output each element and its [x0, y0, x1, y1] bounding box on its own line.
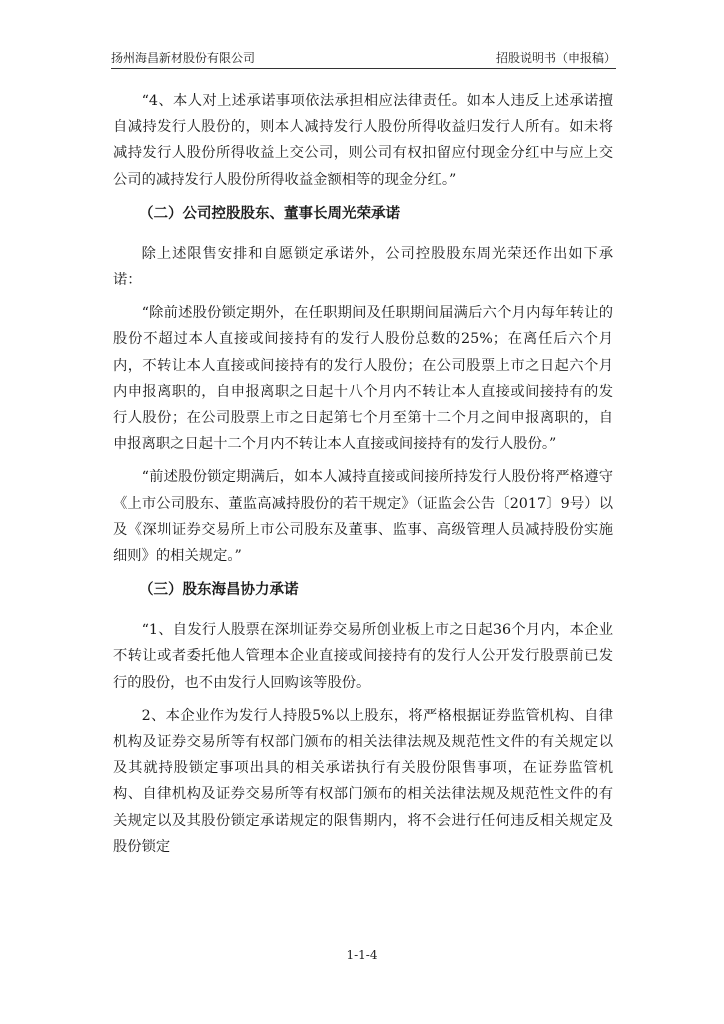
paragraph-commitment-4: “4、本人对上述承诺事项依法承担相应法律责任。如本人违反上述承诺擅自减持发行人股份的，则本人减持发行人股份所得收益归发行人所有。如未将减持发行人股份所得收益上交公司，则公司有权扣留应付现金分红中与应上交公司的减持发行人股份所得收益金额相等的现金分红。” [113, 93, 613, 188]
header-company-name: 扬州海昌新材股份有限公司 [111, 51, 256, 65]
page-header [111, 50, 616, 67]
page-number: 1-1-4 [346, 948, 378, 962]
section-heading-controlling-shareholder: （二）公司控股股东、董事长周光荣承诺 [139, 205, 400, 222]
header-divider [111, 68, 616, 69]
section-heading-haichang-xieli: （三）股东海昌协力承诺 [139, 582, 299, 599]
document-body [113, 88, 613, 867]
paragraph-lockup-during-tenure: “除前述股份锁定期外，在任职期间及任职期间届满后六个月内每年转让的股份不超过本人直接或间接持有的发行人股份总数的25%；在离任后六个月内，不转让本人直接或间接持有的发行人股份；在公司股票上市之日起六个月内申报离职的，自申报离职之日起十八个月内不转让本人直接或间接持有的发行人股份；在公司股票上市之日起第七个月至第十二个月之间申报离职的，自申报离职之日起十二个月内不转让本人直接或间接持有的发行人股份。” [113, 305, 613, 453]
header-document-title: 招股说明书（申报稿） [495, 51, 616, 65]
paragraph-haichang-commitment-1: “1、自发行人股票在深圳证券交易所创业板上市之日起36个月内，本企业不转让或者委托他人管理本企业直接或间接持有的发行人公开发行股票前已发行的股份，也不由发行人回购该等股份。 [113, 622, 613, 691]
paragraph-post-lockup-reduction: “前述股份锁定期满后，如本人减持直接或间接所持发行人股份将严格遵守《上市公司股东、董监高减持股份的若干规定》（证监会公告〔2017〕9号）以及《深圳证券交易所上市公司股东及董事、监事、高级管理人员减持股份实施细则》的相关规定。” [113, 469, 613, 565]
paragraph-intro-controlling-shareholder: 除上述限售安排和自愿锁定承诺外，公司控股股东周光荣还作出如下承诺： [113, 245, 613, 289]
paragraph-haichang-commitment-2: 2、本企业作为发行人持股5%以上股东，将严格根据证券监管机构、自律机构及证券交易所等有权部门颁布的相关法律法规及规范性文件的有关规定以及其就持股锁定事项出具的相关承诺执行有关股份限售事项，在证券监管机构、自律机构及证券交易所等有权部门颁布的相关法律法规及规范性文件的有关规定以及其股份锁定承诺规定的限售期内，将不会进行任何违反相关规定及股份锁定 [113, 707, 613, 855]
